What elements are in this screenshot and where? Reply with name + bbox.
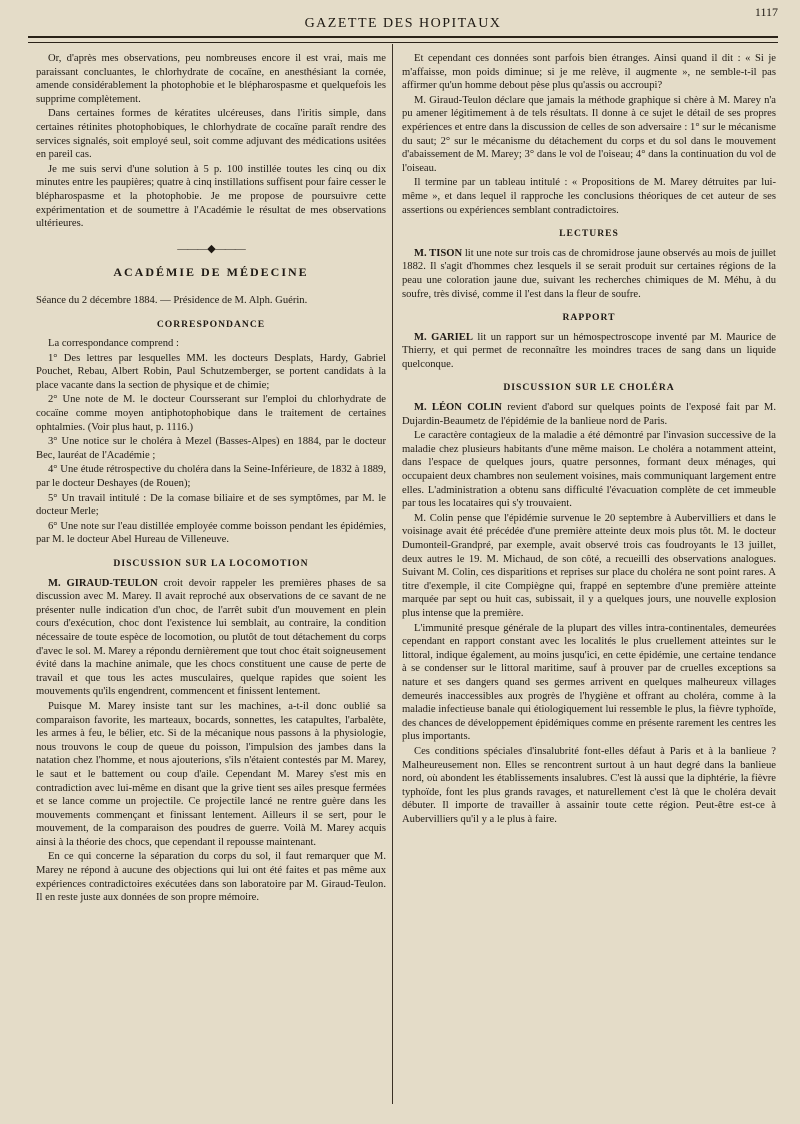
paragraph [402,247,776,301]
section-title-academy: ACADÉMIE DE MÉDECINE [113,265,309,280]
page-number: 1117 [754,5,778,19]
correspondence-item: 1° Des lettres par lesquelles MM. les docteurs Desplats, Hardy, Gabriel Pouchet, Rebau, Albert Robin, Paul Schutzemberger, se portent candidats à la place vacante dans la section de physique et de chimie; [36,352,386,391]
paragraph: Le caractère contagieux de la maladie a été démontré par l'invasion successive de la maladie chez plusieurs habitants d'une même maison. Le choléra a notamment atteint, dans l'espace de quelques jours, quatre personnes, formant deux ménages, qui occupaient deux chambres non seulement voisines, mais communiquant largement entre elles. L'administration a obtenu sans difficulté l'évacuation complète de cet immeuble par tous les locataires qui s'y trouvaient. [402,430,777,510]
paragraph: Je me suis servi d'une solution à 5 p. 100 instillée toutes les cinq ou dix minutes entre les paupières; quatre à cinq instillations suffisent pour faire cesser le blépharospasme et la photophobie. Je me propose de poursuivre cette expérimentation et de soumettre à l'Académie le résultat de mes observations ultérieures. [36,163,386,230]
speaker-name: M. GIRAUD-TEULON [48,577,158,589]
paragraph-text: lit un rapport sur un hémospectroscope inventé par M. Maurice de Thierry, et qui permet de reconnaître les moindres traces de sang dans un liquide quelconque. [402,331,776,370]
paragraph: Il termine par un tableau intitulé : « Propositions de M. Marey détruites par lui-même », et dans lequel il rapproche les conclusions théoriques de cet auteur de ses assertions ou expériences semblant contradictoires. [402,177,776,216]
paragraph [402,331,776,372]
speaker-name: M. TISON [414,247,463,259]
ornament-divider: ———◆——— [177,242,245,255]
paragraph: Or, d'après mes observations, peu nombreuses encore il est vrai, mais me paraissant concluantes, le chlorhydrate de cocaïne, en anesthésiant la cornée, amende considérablement la photophobie et le blépharospasme et quelquefois les supprime complètement. [36,53,386,105]
right-column [402,52,776,827]
paragraph: La correspondance comprend : [48,338,179,350]
correspondence-item: 3° Une notice sur le choléra à Mezel (Basses-Alpes) en 1884, par le docteur Bec, lauréat de l'Académie ; [36,436,386,461]
paragraph: Et cependant ces données sont parfois bien étranges. Ainsi quand il dit : « Si je m'affaisse, mon poids diminue; si je me relève, il augmente », ne semble-t-il pas affirmer qu'un homme debout pèse plus qu'assis ou accroupi? [402,53,776,92]
paragraph [36,577,386,699]
subsection-correspondance: CORRESPONDANCE [156,318,266,330]
left-column [36,52,386,906]
paragraph: En ce qui concerne la séparation du corps du sol, il faut remarquer que M. Marey ne répond à aucune des objections qui lui ont été faites et pas même aux expériences contradictoires exécutées dans son laboratoire par M. Giraud-Teulon. Il en reste juste aux données de son propre mémoire. [36,851,386,904]
paragraph-text: lit une note sur trois cas de chromidrose jaune observés au mois de juillet 1882. Il s'agit d'hommes chez lesquels il se serait produit sur certaines régions de la peau une coloration jaune due, suivant les recherches chimiques de M. Méhu, à du soufre, très divisé, comme il l'est dans la fleur de soufre. [402,247,776,300]
page-header [28,2,778,36]
speaker-name: M. GARIEL [414,331,473,343]
paragraph: L'immunité presque générale de la plupart des villes intra-continentales, demeurées cependant en rapport constant avec les localités le plus cruellement atteintes sur le littoral, indique également, au moins jusqu'ici, en cette épidémie, une certaine tendance à se condenser sur le littoral maritime, sauf à prouver par de cruelles exceptions sa nature et ses dangers quand ses germes arrivent en quelques malheureux villages demeurés inaccessibles aux progrès de l'hygiène et offrant au choléra, comme à la maladie infectieuse banale qui étiologiquement lui ressemble le plus, la fièvre typhoïde, des chances de développement épidémiques comme en présente rarement les centres les plus importants. [402,622,776,743]
subsection-lectures: LECTURES [559,228,619,240]
journal-title: GAZETTE DES HOPITAUX [304,16,502,31]
correspondence-item: 6° Une note sur l'eau distillée employée comme boisson pendant les épidémies, par M. le docteur Abel Hureau de Villeneuve. [36,520,386,546]
subsection-cholera: DISCUSSION SUR LE CHOLÉRA [503,382,675,394]
paragraph-text: croit devoir rappeler les premières phases de sa discussion avec M. Marey. Il avait reproché aux observations de ce savant de ne présenter nulle indication d'un choc, de l'arrêt subit d'un mouvement en plein cours d'exécution, choc dont l'existence lui semblait, au contraire, la condition nécessaire de toute espèce de locomotion, ou plutôt de tout détachement du corps d'avec le sol. M. Marey a répondu dernièrement que tout choc était soigneusement évité dans la machine animale, que les chocs constituent une cause de perte de travail et que tous les actes musculaires, quelque rapides que soient les mouvements qu'ils engendrent, commencent et finissent lentement. [36,577,386,698]
paragraph [402,401,776,428]
correspondence-item: 4° Une étude rétrospective du choléra dans la Seine-Inférieure, de 1832 à 1889, par le docteur Deshayes (de Rouen); [36,464,386,490]
speaker-name: M. LÉON COLIN [414,402,502,414]
paragraph-text: revient d'abord sur quelques points de l'exposé fait par M. Dujardin-Beaumetz de l'épidémie de la banlieue nord de Paris. [402,402,776,427]
paragraph: Ces conditions spéciales d'insalubrité font-elles défaut à Paris et à la banlieue ? Malheureusement non. Elles se rencontrent surtout à un haut degré dans la banlieue nord, où abondent les établissements insalubres. C'est là aussi que la diphtérie, la fièvre typhoïde, font les plus grands ravages, et naturellement c'est là que le choléra devait débuter. Il importe de travailler à assainir toute cette région. Peut-être est-ce à Aubervilliers qu'il y a le plus à faire. [402,745,776,825]
paragraph: M. Colin pense que l'épidémie survenue le 20 septembre à Aubervilliers et dans le voisinage avait été précédée d'une première atteinte deux mois plus tôt. M. le docteur Dumonteil-Grandpré, par exemple, avait observé trois cas foudroyants le 13 juillet, deux autres le 19. M. Michaud, de son côté, a recueilli des observations analogues. Suivant M. Colin, ces disparitions et reprises sur place du choléra ne sont point rares. A titre d'exemple, il cite Compiègne qui, frappé en septembre d'une première atteinte marquée par sept ou huit cas, subissait, il y a quelques jours, une nouvelle explosion plus intense que la première. [402,512,776,619]
column-divider [392,44,393,1104]
subsection-locomotion: DISCUSSION SUR LA LOCOMOTION [113,558,309,569]
paragraph: M. Giraud-Teulon déclare que jamais la méthode graphique si chère à M. Marey n'a pu amener légitimement à de tels résultats. Il donne à ce sujet le détail de ses propres expériences et entre dans la discussion de celles de son adversaire : 1° sur le mécanisme du saut; 2° sur le mécanisme du détachement du corps et du sol dans le mouvement d'abaissement de M. Marey; 3° dans le vol de l'oiseau; 4° dans la continuation du vol de l'oiseau. [402,94,776,174]
paragraph: Dans certaines formes de kératites ulcéreuses, dans l'iritis simple, dans certaines rétinites photophobiques, le chlorhydrate de cocaïne paraît rendre des services signalés, soit employé seul, soit comme adjuvant des médications usitées en pareil cas. [36,108,386,161]
header-rule [28,36,778,43]
correspondence-item: 2° Une note de M. le docteur Coursserant sur l'emploi du chlorhydrate de cocaïne comme moyen antiphotophobique dans le traitement de certaines ophtalmies. (Voir plus haut, p. 1116.) [36,394,386,433]
correspondence-item: 5° Un travail intitulé : De la comase biliaire et de ses symptômes, par M. le docteur Merle; [36,492,386,518]
paragraph: Puisque M. Marey insiste tant sur les machines, a-t-il donc oublié sa comparaison favorite, les marteaux, bocards, sonnettes, les catapultes, l'arbalète, les armes à feu, le bélier, etc. Si de la mécanique nous passons à la physiologie, nous trouvons le coup de queue du poisson, l'impulsion des jambes dans la natation chez l'homme, et nous ajouterions, s'ils n'étaient contestés par M. Marey, le saut et le battement ou coup d'aile. Cependant M. Marey s'est mis en contradiction avec lui-même en disant que la grive tient ses ailes presque fermées et se lance comme un projectile. Ce projectile lancé ne rentre guère dans les mouvements commençant et finissant lentement. Ailleurs il se sert, pour le mouvement, de la comparaison des poudres de guerre. Voilà M. Marey acquis ainsi à la théorie des chocs, que cependant il repousse maintenant. [36,700,386,848]
session-line: Séance du 2 décembre 1884. — Présidence de M. Alph. Guérin. [36,294,308,306]
subsection-rapport: RAPPORT [562,312,616,324]
